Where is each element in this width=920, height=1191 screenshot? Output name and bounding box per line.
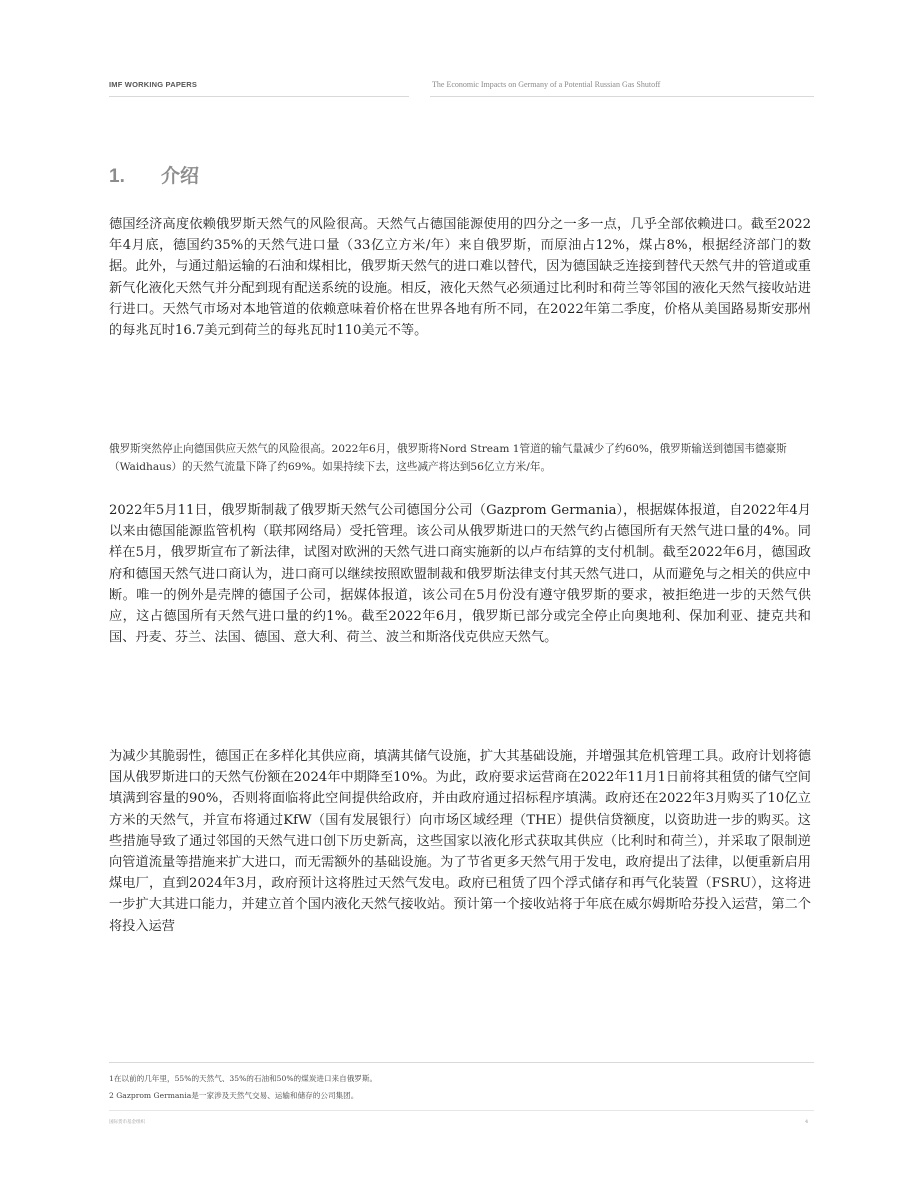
footnote-rule xyxy=(109,1062,814,1063)
section-number: 1. xyxy=(109,166,125,187)
footer-rule xyxy=(109,1110,814,1111)
running-head-title: The Economic Impacts on Germany of a Potential Russian Gas Shutoff xyxy=(432,80,661,89)
body-paragraph-4: 为减少其脆弱性，德国正在多样化其供应商，填满其储气设施，扩大其基础设施，并增强其危机管理工具。政府计划将德国从俄罗斯进口的天然气份额在2024年中期降至10%。为此，政府要求运营商在2022年11月1日前将其租赁的储气空间填满到容量的90%，否则将面临将此空间提供给政府，并由政府通过招标程序填满。政府还在2022年3月购买了10亿立方米的天然气，并宣布将通过KfW（国有发展银行）向市场区域经理（THE）提供信贷额度，以资助进一步的购买。这些措施导致了通过邻国的天然气进口创下历史新高，这些国家以液化形式获取其供应（比利时和荷兰），并采取了限制逆向管道流量等措施来扩大进口，而无需额外的基础设施。为了节省更多天然气用于发电，政府提出了法律，以便重新启用煤电厂，直到2024年3月，政府预计这将胜过天然气发电。政府已租赁了四个浮式储存和再气化装置（FSRU），这将进一步扩大其进口能力，并建立首个国内液化天然气接收站。预计第一个接收站将于年底在威尔姆斯哈芬投入运营，第二个将投入运营 xyxy=(109,749,811,934)
footer-organization: 国际货币基金组织 xyxy=(109,1120,145,1125)
header-rule-right xyxy=(430,96,814,97)
body-paragraph-1: 德国经济高度依赖俄罗斯天然气的风险很高。天然气占德国能源使用的四分之一多一点，几乎全部依赖进口。截至2022年4月底，德国约35%的天然气进口量（33亿立方米/年）来自俄罗斯，而原油占12%，煤占8%，根据经济部门的数据。此外，与通过船运输的石油和煤相比，俄罗斯天然气的进口难以替代，因为德国缺乏连接到替代天然气井的管道或重新气化液化天然气并分配到现有配送系统的设施。相反，液化天然气必须通过比利时和荷兰等邻国的液化天然气接收站进行进口。天然气市场对本地管道的依赖意味着价格在世界各地有所不同，在2022年第二季度，价格从美国路易斯安那州的每兆瓦时16.7美元到荷兰的每兆瓦时110美元不等。 xyxy=(109,217,811,339)
body-paragraph-2: 俄罗斯突然停止向德国供应天然气的风险很高。2022年6月，俄罗斯将Nord Stream 1管道的输气量减少了约60%，俄罗斯输送到德国韦德豪斯（Waidhaus）的天然气流量下降了约69%。如果持续下去，这些减产将达到56亿立方米/年。 xyxy=(109,443,787,473)
body-paragraph-3: 2022年5月11日，俄罗斯制裁了俄罗斯天然气公司德国分公司（Gazprom Germania），根据媒体报道，自2022年4月以来由德国能源监管机构（联邦网络局）受托管理。该公司从俄罗斯进口的天然气约占德国所有天然气进口量的4%。同样在5月，俄罗斯宣布了新法律，试图对欧洲的天然气进口商实施新的以卢布结算的支付机制。截至2022年6月，德国政府和德国天然气进口商认为，进口商可以继续按照欧盟制裁和俄罗斯法律支付其天然气进口，从而避免与之相关的供应中断。唯一的例外是壳牌的德国子公司，据媒体报道，该公司在5月份没有遵守俄罗斯的要求，被拒绝进一步的天然气供应，这占德国所有天然气进口量的约1%。截至2022年6月，俄罗斯已部分或完全停止向奥地利、保加利亚、捷克共和国、丹麦、芬兰、法国、德国、意大利、荷兰、波兰和斯洛伐克供应天然气。 xyxy=(109,503,811,646)
header-rule-left xyxy=(109,96,409,97)
section-title: 介绍 xyxy=(161,166,200,187)
page-number: 4 xyxy=(805,1119,809,1125)
running-head-series: IMF WORKING PAPERS xyxy=(109,80,198,89)
footnote-1: 1在以前的几年里，55%的天然气、35%的石油和50%的煤炭进口来自俄罗斯。 xyxy=(109,1074,378,1083)
footnote-2: 2 Gazprom Germania是一家涉及天然气交易、运输和储存的公司集团。 xyxy=(109,1091,359,1100)
section-heading xyxy=(109,161,199,188)
